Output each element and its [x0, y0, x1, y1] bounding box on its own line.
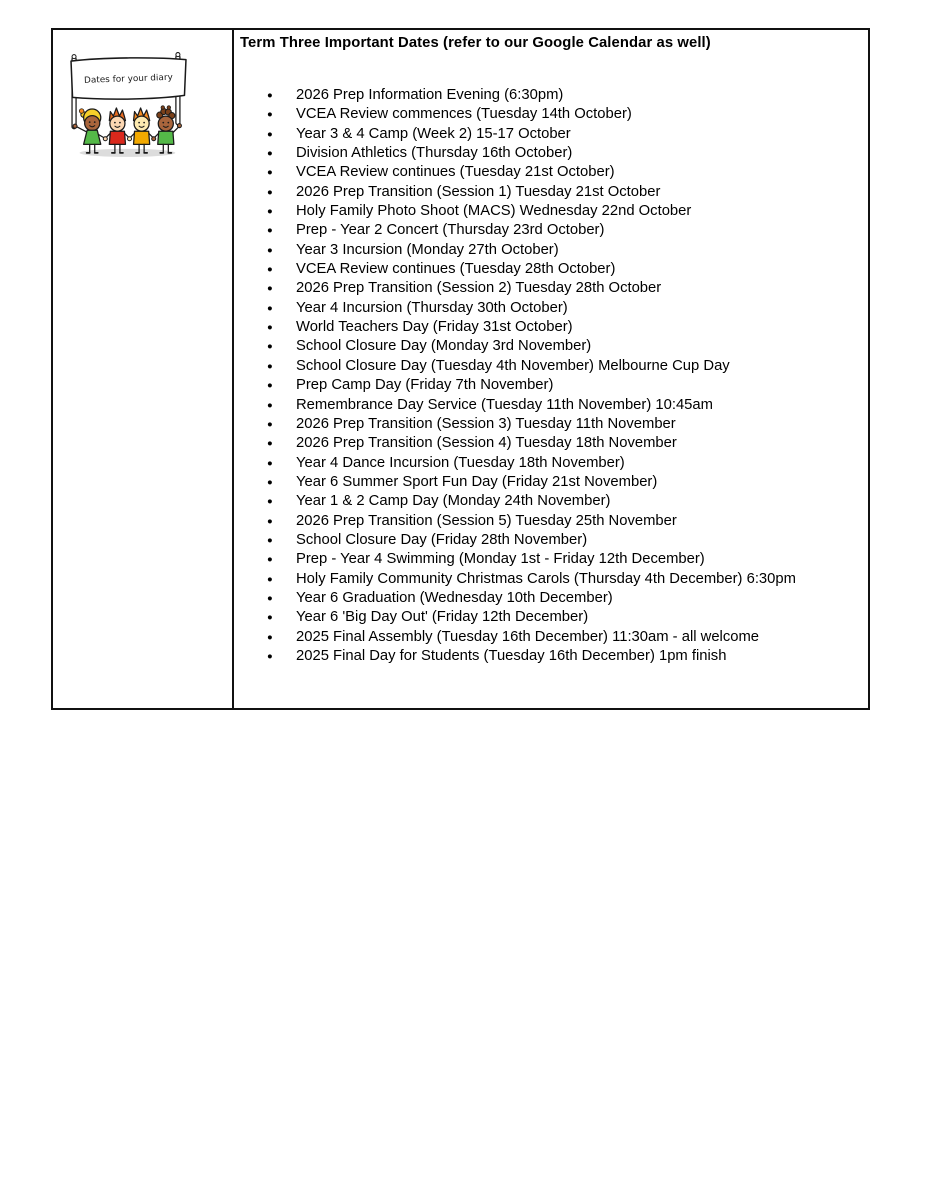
date-list-item: ● 2026 Prep Transition (Session 5) Tuesday 25th November [240, 512, 860, 531]
date-list-item: ● 2025 Final Day for Students (Tuesday 16th December) 1pm finish [240, 647, 860, 666]
date-list-item: ● Year 4 Incursion (Thursday 30th October) [240, 299, 860, 318]
date-list-item: ● 2026 Prep Transition (Session 3) Tuesday 11th November [240, 415, 860, 434]
date-list-item: ● 2026 Prep Transition (Session 2) Tuesday 28th October [240, 279, 860, 298]
date-list-item: ● Division Athletics (Thursday 16th October) [240, 144, 860, 163]
date-list-item: ● Holy Family Community Christmas Carols (Thursday 4th December) 6:30pm [240, 570, 860, 589]
kid-girl-green-dress [73, 109, 105, 153]
date-list-item: ● School Closure Day (Friday 28th November) [240, 531, 860, 550]
date-list-item: ● 2025 Final Assembly (Tuesday 16th December) 11:30am - all welcome [240, 628, 860, 647]
date-list-item: ● Year 4 Dance Incursion (Tuesday 18th November) [240, 454, 860, 473]
date-list-item: ● Year 6 Summer Sport Fun Day (Friday 21st November) [240, 473, 860, 492]
important-dates-list [240, 86, 860, 666]
date-list-item: ● School Closure Day (Tuesday 4th November) Melbourne Cup Day [240, 357, 860, 376]
date-list-item: ● Year 3 Incursion (Monday 27th October) [240, 241, 860, 260]
kid-amber-shirt [127, 108, 153, 153]
date-list-item: ● Holy Family Photo Shoot (MACS) Wednesday 22nd October [240, 202, 860, 221]
date-list-item: ● 2026 Prep Transition (Session 1) Tuesday 21st October [240, 183, 860, 202]
date-list-item: ● 2026 Prep Information Evening (6:30pm) [240, 86, 860, 105]
date-list-item: ● Prep - Year 2 Concert (Thursday 23rd October) [240, 221, 860, 240]
important-dates-table [51, 28, 870, 710]
date-list-item: ● Remembrance Day Service (Tuesday 11th November) 10:45am [240, 396, 860, 415]
dates-for-your-diary-image [68, 52, 189, 159]
date-list-item: ● Year 1 & 2 Camp Day (Monday 24th November) [240, 492, 860, 511]
date-list-item: ● 2026 Prep Transition (Session 4) Tuesday 18th November [240, 434, 860, 453]
section-title: Term Three Important Dates (refer to our Google Calendar as well) [240, 35, 711, 51]
kid-boy-red-shirt [103, 108, 129, 153]
date-list-item: ● Year 3 & 4 Camp (Week 2) 15-17 October [240, 125, 860, 144]
date-list-item: ● VCEA Review continues (Tuesday 28th October) [240, 260, 860, 279]
date-list-item: ● Year 6 Graduation (Wednesday 10th December) [240, 589, 860, 608]
date-list-item: ● Year 6 'Big Day Out' (Friday 12th December) [240, 608, 860, 627]
diary-clipart-cell [53, 30, 234, 708]
date-list-item: ● Prep Camp Day (Friday 7th November) [240, 376, 860, 395]
dates-content-cell [234, 30, 868, 708]
date-list-item: ● School Closure Day (Monday 3rd November) [240, 337, 860, 356]
date-list-item: ● Prep - Year 4 Swimming (Monday 1st - Friday 12th December) [240, 550, 860, 569]
date-list-item: ● World Teachers Day (Friday 31st October) [240, 318, 860, 337]
banner-text: Dates for your diary [83, 72, 170, 86]
date-list-item: ● VCEA Review continues (Tuesday 21st October) [240, 163, 860, 182]
date-list-item: ● VCEA Review commences (Tuesday 14th October) [240, 105, 860, 124]
